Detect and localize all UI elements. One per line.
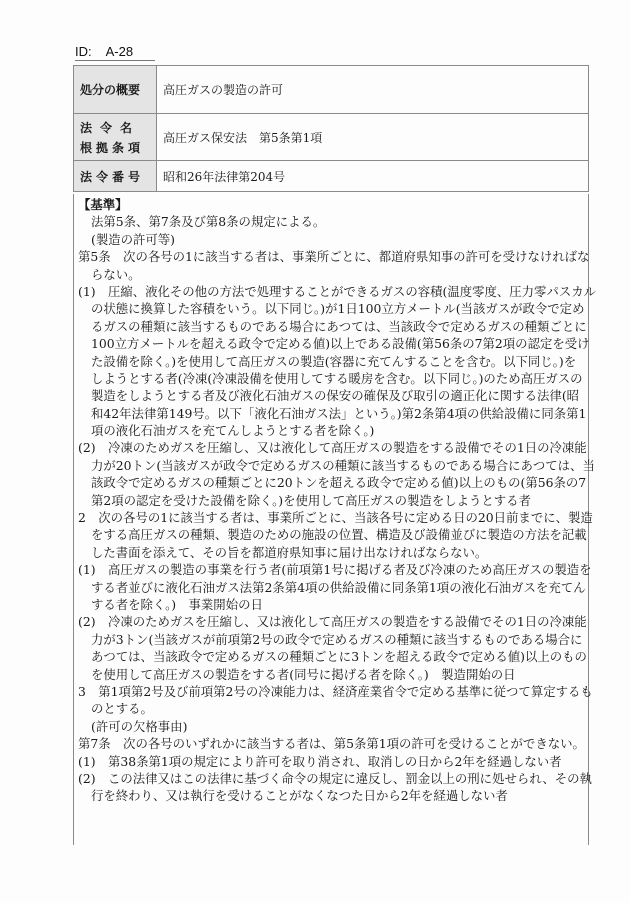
law-number-label: [74, 161, 157, 192]
criteria-line: あつては、当該政令で定めるガスの種類ごとに3トンを超える政令で定める値)以上のもの: [91, 649, 587, 665]
document-id-label: ID:: [75, 44, 92, 59]
article-label-char: 根: [80, 140, 93, 155]
criteria-line: する者を除く。) 事業開始の日: [91, 596, 263, 612]
criteria-line: 第7条 次の各号のいずれかに該当する者は、第5条第1項の許可を受けることができない。: [78, 736, 585, 752]
law-number-value: 昭和26年法律第204号: [157, 161, 589, 192]
disposition-summary-label: 処分の概要: [74, 66, 157, 114]
criteria-line: らない。: [91, 266, 141, 282]
criteria-line: 製造をしようとする者及び液化石油ガスの保安の確保及び取引の適正化に関する法律(昭: [91, 388, 580, 404]
criteria-line: 該政令で定めるガスの種類ごとに20トンを超える政令で定める値)以上のもの(第56条の7: [91, 475, 587, 491]
criteria-line: を使用して高圧ガスの製造をする者(同号に掲げる者を除く。) 製造開始の日: [91, 666, 516, 682]
law-name-label-char: 名: [119, 120, 132, 135]
law-number-label-char: 番: [111, 169, 124, 184]
law-number-label-char: 号: [127, 169, 140, 184]
criteria-line: 100立方メートルを超える政令で定める値)以上である設備(第56条の7第2項の認定を受け: [91, 336, 590, 352]
law-number-label-char: 令: [95, 169, 108, 184]
summary-table: [73, 65, 589, 192]
criteria-line: した書面を添えて、その旨を都道府県知事に届け出なければならない。: [91, 544, 488, 560]
article-label-char: 条: [111, 140, 124, 155]
law-name-article-label: [74, 114, 157, 161]
criteria-line: るガスの種類に該当するものである場合にあつては、当該政令で定めるガスの種類ごとに: [91, 318, 587, 334]
criteria-heading: 【基準】: [78, 197, 128, 212]
criteria-line: 行を終わり、又は執行を受けることがなくなつた日から2年を経過しない者: [91, 788, 508, 804]
law-name-article-value: 高圧ガス保安法 第5条第1項: [157, 114, 589, 161]
criteria-line: 第2項の認定を受けた設備を除く。)を使用して高圧ガスの製造をしようとする者: [91, 492, 531, 508]
article-label-char: 拠: [95, 140, 108, 155]
law-name-label-char: 令: [99, 120, 112, 135]
criteria-line: (1) 高圧ガスの製造の事業を行う者(前項第1号に掲げる者及び冷凍のため高圧ガスの製造を: [78, 562, 592, 578]
criteria-line: 3 第1項第2号及び前項第2号の冷凍能力は、経済産業省令で定める基準に従つて算定するも: [78, 683, 593, 699]
law-number-label-char: 法: [80, 169, 93, 184]
summary-row-law-number: [74, 161, 589, 192]
summary-row-disposition: [74, 66, 589, 114]
criteria-line: (許可の欠格事由): [91, 718, 188, 734]
criteria-line: 力が20トン(当該ガスが政令で定めるガスの種類に該当するものである場合にあつては、当: [91, 457, 595, 473]
criteria-body: [74, 194, 597, 805]
criteria-line: の状態に換算した容積をいう。以下同じ。)が1日100立方メートル(当該ガスが政令で定め: [91, 301, 585, 317]
criteria-line: 力が3トン(当該ガスが前項第2号の政令で定めるガスの種類に該当するものである場合に: [91, 631, 583, 647]
law-name-label-char: 法: [80, 120, 93, 135]
criteria-line: (2) 冷凍のためガスを圧縮し、又は液化して高圧ガスの製造をする設備でその1日の冷凍能: [78, 614, 587, 630]
criteria-line: (2) 冷凍のためガスを圧縮し、又は液化して高圧ガスの製造をする設備でその1日の冷凍能: [78, 440, 587, 456]
criteria-line: 法第5条、第7条及び第8条の規定による。: [91, 214, 326, 230]
document-id: [75, 44, 155, 61]
criteria-line: 和42年法律第149号。以下「液化石油ガス法」という。)第2条第4項の供給設備に同条第1: [91, 405, 587, 421]
criteria-line: 第5条 次の各号の1に該当する者は、事業所ごとに、都道府県知事の許可を受けなければな: [78, 249, 590, 265]
criteria-line: しようとする者(冷凍(冷凍設備を使用してする暖房を含む。以下同じ。)のため高圧ガスの: [91, 370, 583, 386]
criteria-line: (1) 第38条第1項の規定により許可を取り消され、取消しの日から2年を経過しない者: [78, 753, 562, 769]
disposition-summary-value: 高圧ガスの製造の許可: [157, 66, 589, 114]
criteria-line: (製造の許可等): [91, 231, 176, 247]
criteria-line: する者並びに液化石油ガス法第2条第4項の供給設備に同条第1項の液化石油ガスを充てん: [91, 579, 586, 595]
summary-row-law-name: [74, 114, 589, 161]
criteria-line: (1) 圧縮、液化その他の方法で処理することができるガスの容積(温度零度、圧力零パスカル: [78, 283, 597, 299]
criteria-section: [73, 194, 597, 845]
criteria-line: 2 次の各号の1に該当する者は、事業所ごとに、当該各号に定める日の20日前までに、製造: [78, 510, 593, 526]
criteria-line: をする高圧ガスの種類、製造のための施設の位置、構造及び設備並びに製造の方法を記載: [91, 527, 587, 543]
criteria-line: 項の液化石油ガスを充てんしようとする者を除く。): [91, 423, 375, 439]
criteria-line: のとする。: [91, 701, 153, 717]
document-id-value: A-28: [105, 44, 134, 59]
criteria-line: た設備を除く。)を使用して高圧ガスの製造(容器に充てんすることを含む。以下同じ。)を: [91, 353, 577, 369]
criteria-line: (2) この法律又はこの法律に基づく命令の規定に違反し、罰金以上の刑に処せられ、その執: [78, 770, 592, 786]
article-label-char: 項: [127, 140, 140, 155]
